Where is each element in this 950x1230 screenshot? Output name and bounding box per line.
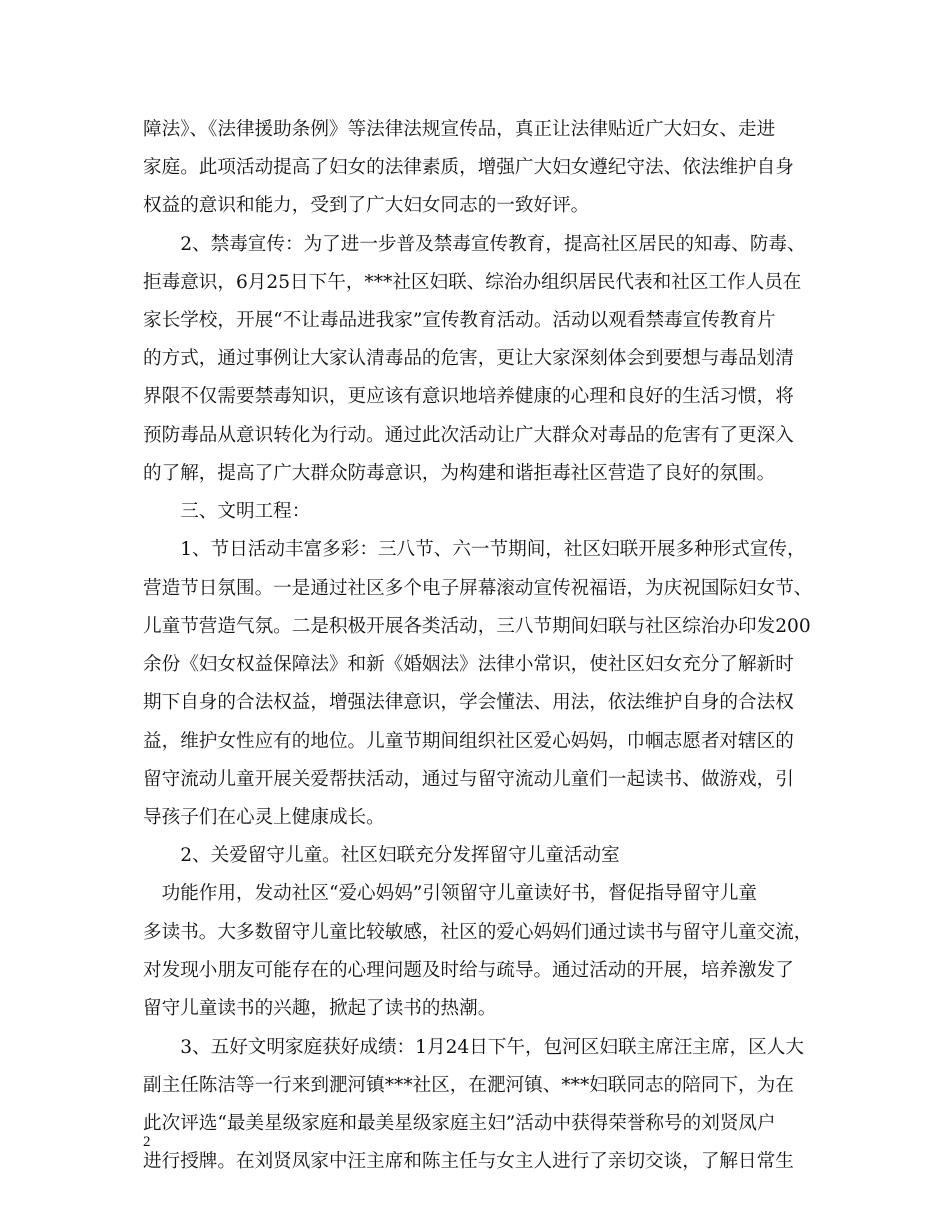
text-line-13: 营造节日氛围。一是通过社区多个电子屏幕滚动宣传祝福语，为庆祝国际妇女节、 xyxy=(143,578,813,599)
text-line-17: 益，维护女性应有的地位。儿童节期间组织社区爱心妈妈，巾帼志愿者对辖区的 xyxy=(143,731,794,752)
text-line-15: 余份《妇女权益保障法》和新《婚姻法》法律小常识，使社区妇女充分了解新时 xyxy=(143,654,794,675)
text-line-14: 儿童节营造气氛。二是积极开展各类活动，三八节期间妇联与社区综治办印发200 xyxy=(143,616,811,637)
text-line-5: 拒毒意识，6月25日下午，***社区妇联、综治办组织居民代表和社区工作人员在 xyxy=(143,272,802,293)
text-line-26: 副主任陈洁等一行来到淝河镇***社区，在淝河镇、***妇联同志的陪同下，为在 xyxy=(143,1075,794,1096)
text-line-10: 的了解，提高了广大群众防毒意识，为构建和谐拒毒社区营造了良好的氛围。 xyxy=(143,463,776,484)
text-line-18: 留守流动儿童开展关爱帮扶活动，通过与留守流动儿童们一起读书、做游戏，引 xyxy=(143,769,794,790)
text-line-28: 进行授牌。在刘贤凤家中汪主席和陈主任与女主人进行了亲切交谈，了解日常生 xyxy=(143,1151,794,1172)
text-line-6: 家长学校，开展“不让毒品进我家”宣传教育活动。活动以观看禁毒宣传教育片 xyxy=(143,310,776,331)
text-line-2: 家庭。此项活动提高了妇女的法律素质，增强广大妇女遵纪守法、依法维护自身 xyxy=(143,157,794,178)
text-line-22: 多读书。大多数留守儿童比较敏感，社区的爱心妈妈们通过读书与留守儿童交流， xyxy=(143,922,813,943)
text-line-25: 3、五好文明家庭获好成绩：1月24日下午，包河区妇联主席汪主席，区人大 xyxy=(143,1037,804,1058)
text-line-12: 1、节日活动丰富多彩：三八节、六一节期间，社区妇联开展多种形式宣传， xyxy=(143,539,806,560)
text-line-9: 预防毒品从意识转化为行动。通过此次活动让广大群众对毒品的危害有了更深入 xyxy=(143,425,794,446)
text-line-8: 界限不仅需要禁毒知识，更应该有意识地培养健康的心理和良好的生活习惯，将 xyxy=(143,386,794,407)
text-line-21: 功能作用，发动社区“爱心妈妈”引领留守儿童读好书，督促指导留守儿童 xyxy=(143,883,758,904)
text-line-24: 留守儿童读书的兴趣，掀起了读书的热潮。 xyxy=(143,998,497,1019)
text-line-27: 此次评选“最美星级家庭和最美星级家庭主妇”活动中获得荣誉称号的刘贤凤户 xyxy=(143,1113,776,1134)
text-line-1: 障法》、《法律援助条例》等法律法规宣传品，真正让法律贴近广大妇女、走进 xyxy=(143,119,776,140)
text-line-7: 的方式，通过事例让大家认清毒品的危害，更让大家深刻体会到要想与毒品划清 xyxy=(143,348,794,369)
section-heading: 三、文明工程： xyxy=(143,501,311,522)
text-line-4: 2、禁毒宣传：为了进一步普及禁毒宣传教育，提高社区居民的知毒、防毒、 xyxy=(143,234,806,255)
text-line-19: 导孩子们在心灵上健康成长。 xyxy=(143,807,385,828)
page-number: 2 xyxy=(143,1134,151,1150)
text-line-23: 对发现小朋友可能存在的心理问题及时给与疏导。通过活动的开展，培养激发了 xyxy=(143,960,794,981)
text-line-3: 权益的意识和能力，受到了广大妇女同志的一致好评。 xyxy=(143,195,590,216)
text-line-16: 期下自身的合法权益，增强法律意识，学会懂法、用法，依法维护自身的合法权 xyxy=(143,692,794,713)
text-line-20: 2、关爱留守儿童。社区妇联充分发挥留守儿童活动室 xyxy=(143,845,620,866)
